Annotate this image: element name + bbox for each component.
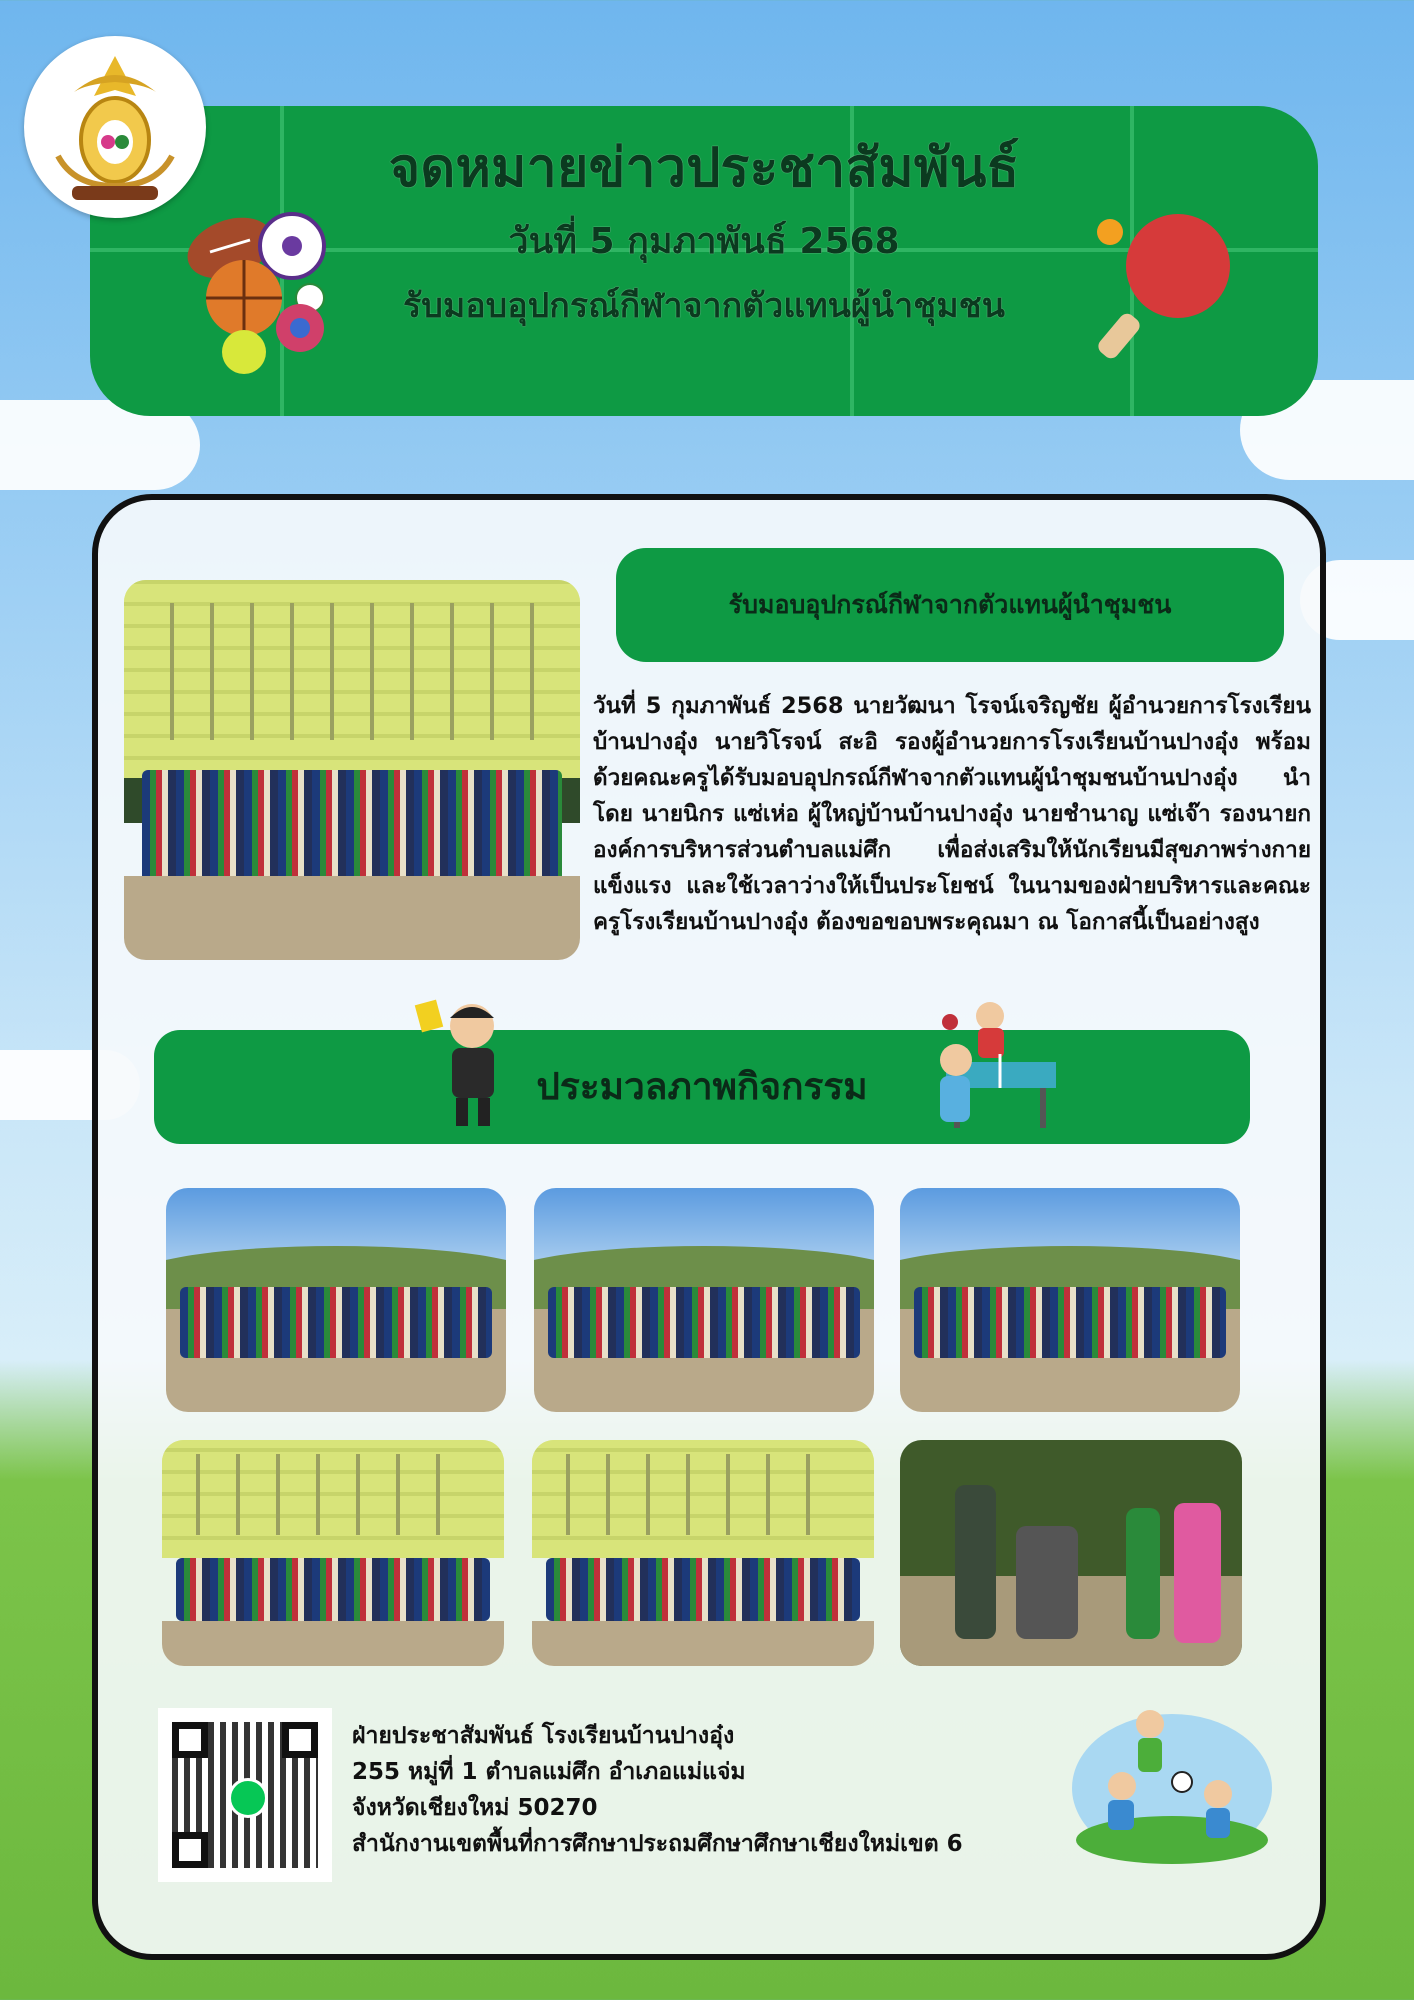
main-photo bbox=[124, 580, 580, 960]
contact-info bbox=[352, 1718, 963, 1862]
contact-department: ฝ่ายประชาสัมพันธ์ โรงเรียนบ้านปางอุ๋ง bbox=[352, 1723, 735, 1749]
referee-icon bbox=[412, 996, 512, 1136]
gallery-heading bbox=[154, 1030, 1250, 1144]
article-heading-text: รับมอบอุปกรณ์กีฬาจากตัวแทนผู้นำชุมชน bbox=[728, 590, 1172, 619]
newsletter-date: วันที่ 5 กุมภาพันธ์ 2568 bbox=[508, 221, 900, 262]
contact-office: สำนักงานเขตพื้นที่การศึกษาประถมศึกษาศึกษาเชียงใหม่เขต 6 bbox=[352, 1831, 963, 1857]
ping-pong-paddle-icon bbox=[1090, 206, 1240, 366]
gallery-photo bbox=[532, 1440, 874, 1666]
gallery-photo bbox=[166, 1188, 506, 1412]
header-banner bbox=[90, 106, 1318, 416]
newsletter-subtitle: รับมอบอุปกรณ์กีฬาจากตัวแทนผู้นำชุมชน bbox=[403, 286, 1005, 326]
table-tennis-players-icon bbox=[928, 998, 1058, 1138]
contact-province: จังหวัดเชียงใหม่ 50270 bbox=[352, 1795, 598, 1821]
qr-code[interactable] bbox=[158, 1708, 332, 1882]
contact-address: 255 หมู่ที่ 1 ตำบลแม่ศึก อำเภอแม่แจ่ม bbox=[352, 1759, 746, 1785]
qr-corner bbox=[172, 1832, 208, 1868]
article-heading bbox=[616, 548, 1284, 662]
newsletter-title: จดหมายข่าวประชาสัมพันธ์ bbox=[388, 136, 1020, 199]
article-body: วันที่ 5 กุมภาพันธ์ 2568 นายวัฒนา โรจน์เจริญชัย ผู้อำนวยการโรงเรียนบ้านปางอุ๋ง นายวิโรจน์ สะอิ รองผู้อำนวยการโรงเรียนบ้านปางอุ๋ง พร้อมด้วยคณะครูได้รับมอบอุปกรณ์กีฬาจากตัวแทนผู้นำชุมชนบ้านปางอุ๋ง นำโดย นายนิกร แซ่เห่อ ผู้ใหญ่บ้านบ้านปางอุ๋ง นายชำนาญ แซ่เจ๊า รองนายกองค์การบริหารส่วนตำบลแม่ศึก เพื่อส่งเสริมให้นักเรียนมีสุขภาพร่างกายแข็งแรง และใช้เวลาว่างให้เป็นประโยชน์ ในนามของฝ่ายบริหารและคณะครูโรงเรียนบ้านปางอุ๋ง ต้องขอขอบพระคุณมา ณ โอกาสนี้เป็นอย่างสูง bbox=[593, 693, 1311, 935]
sports-balls-icon bbox=[182, 206, 332, 376]
gallery-heading-text: ประมวลภาพกิจกรรม bbox=[536, 1065, 868, 1108]
line-app-icon bbox=[228, 1778, 268, 1818]
school-emblem-icon bbox=[24, 36, 206, 218]
kids-football-icon bbox=[1068, 1690, 1276, 1866]
gallery-photo bbox=[162, 1440, 504, 1666]
gallery-photo bbox=[900, 1440, 1242, 1666]
school-logo bbox=[24, 36, 206, 218]
qr-corner bbox=[282, 1722, 318, 1758]
gallery-photo bbox=[534, 1188, 874, 1412]
qr-corner bbox=[172, 1722, 208, 1758]
gallery-photo bbox=[900, 1188, 1240, 1412]
